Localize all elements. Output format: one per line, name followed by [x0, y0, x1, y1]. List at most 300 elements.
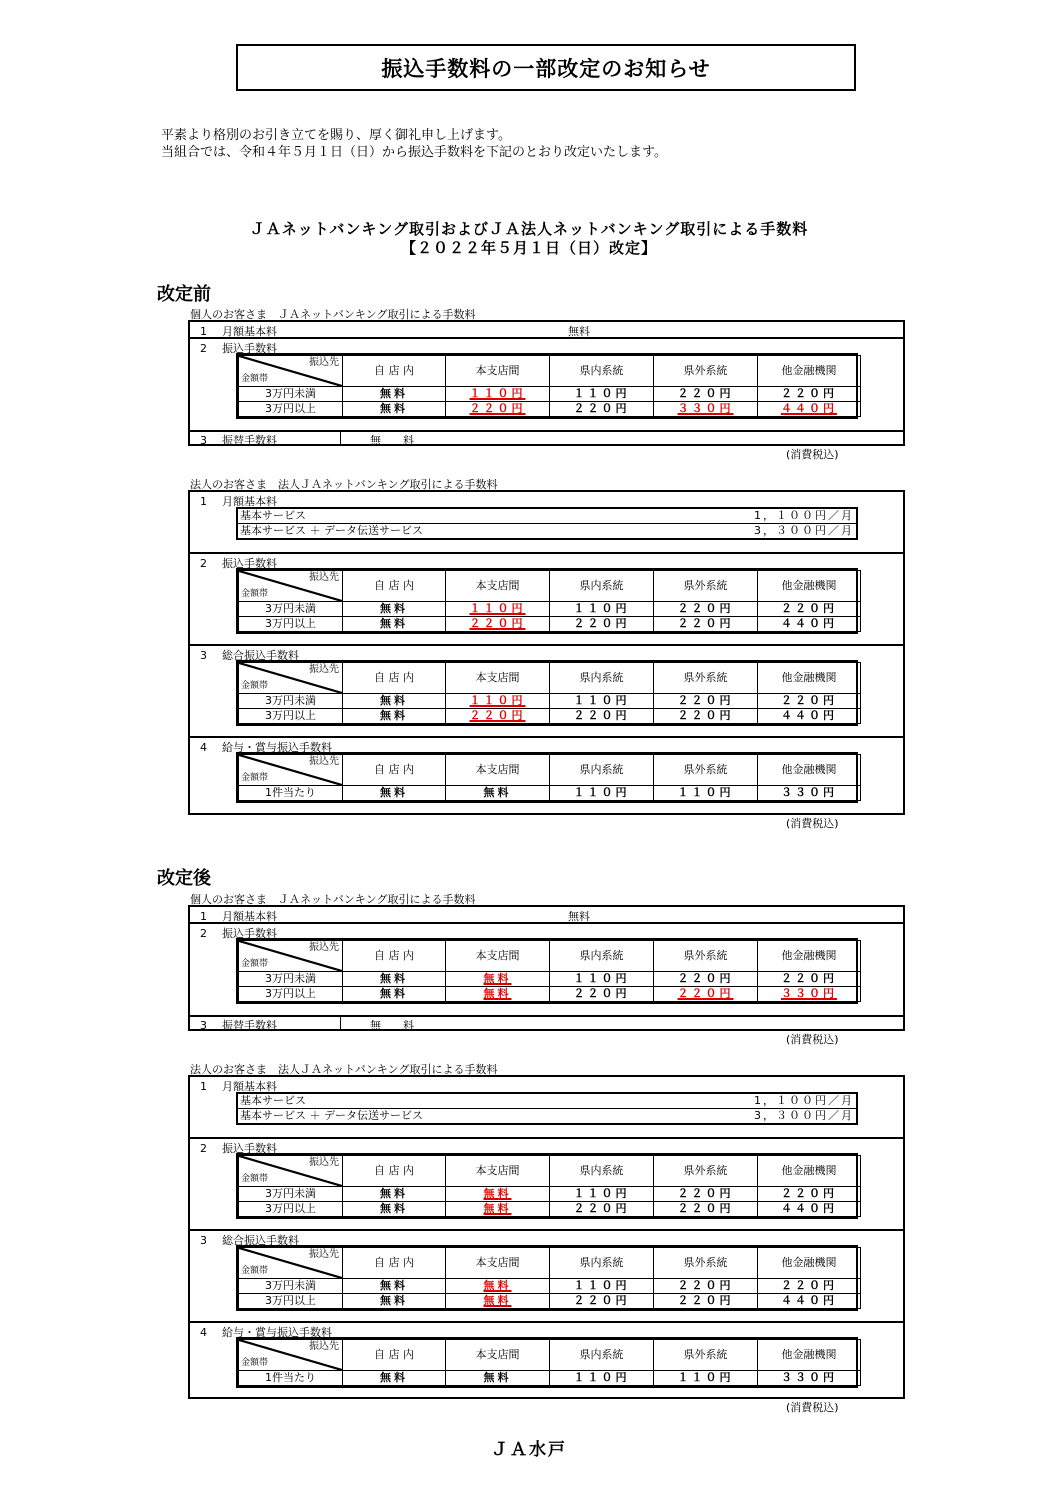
diagonal-header-cell	[239, 755, 343, 786]
fee-value: ２２０円	[573, 709, 630, 722]
column-header: 他金融機関	[758, 356, 861, 387]
fee-cell	[550, 786, 654, 801]
fee-cell	[446, 617, 550, 632]
fee-table-row	[239, 1294, 861, 1309]
corporate-fee-block-after	[188, 1075, 905, 1399]
fee-value: 無料	[380, 1279, 408, 1292]
fee-value: ４４０円	[781, 617, 837, 630]
intro-line-2: 当組合では、令和４年５月１日（日）から振込手数料を下記のとおり改定いたします。	[161, 145, 667, 160]
row-number: 3	[200, 649, 207, 662]
fee-value: ２２０円	[573, 1202, 630, 1215]
column-header: 県内系統	[550, 755, 654, 786]
fee-cell	[343, 972, 446, 987]
fee-table-row	[239, 1202, 861, 1217]
fee-value: ２２０円	[677, 972, 734, 985]
column-header: 本支店間	[446, 1156, 550, 1187]
amount-band: 3万円以上	[239, 1294, 343, 1309]
column-header: 県内系統	[550, 356, 654, 387]
fee-value: １１０円	[573, 387, 630, 400]
fee-value: １１０円	[573, 602, 630, 615]
fee-cell	[758, 972, 861, 987]
column-header: 県内系統	[550, 571, 654, 602]
personal-caption-before: 個人のお客さま ＪＡネットバンキング取引による手数料	[190, 308, 476, 321]
fee-table-header-row	[239, 1156, 861, 1187]
fee-cell	[343, 709, 446, 724]
column-header: 自 店 内	[343, 1248, 446, 1279]
amount-band: 3万円未満	[239, 387, 343, 402]
column-header: 本支店間	[446, 663, 550, 694]
column-header: 自 店 内	[343, 1156, 446, 1187]
fee-cell	[343, 987, 446, 1002]
row-label: 振込手数料	[222, 557, 277, 570]
diagonal-header-cell	[239, 663, 343, 694]
destination-label: 振込先	[309, 1249, 339, 1260]
row-number: 1	[200, 495, 207, 508]
column-header: 他金融機関	[758, 941, 861, 972]
fee-cell	[654, 1279, 758, 1294]
fee-value: １１０円	[573, 1187, 630, 1200]
row-label: 総合振込手数料	[222, 649, 299, 662]
personal-fee-block-after	[188, 905, 905, 1031]
fee-value: １１０円	[573, 694, 630, 707]
fee-cell	[343, 1187, 446, 1202]
fee-table-header-row	[239, 663, 861, 694]
column-header: 県外系統	[654, 941, 758, 972]
fee-value: ３３０円	[781, 1371, 837, 1384]
fee-value: １１０円	[677, 786, 734, 799]
fee-table-header-row	[239, 755, 861, 786]
fee-value: ２２０円	[677, 1294, 734, 1307]
fee-value: 無料	[483, 1371, 512, 1384]
destination-label: 振込先	[309, 942, 339, 953]
row-label: 月額基本料	[222, 325, 277, 338]
fee-cell	[446, 694, 550, 709]
fee-value: 無料	[380, 617, 408, 630]
service-name: 基本サービス	[240, 1094, 306, 1107]
fee-cell	[446, 1279, 550, 1294]
fee-value: ２２０円	[573, 402, 630, 415]
service-price: 1，１００円／月	[754, 1094, 854, 1107]
changed-fee-value: １１０円	[469, 387, 526, 400]
fee-value: ２２０円	[677, 1279, 734, 1292]
row-number: 2	[200, 927, 207, 940]
fee-value: ２２０円	[573, 617, 630, 630]
fee-value: ２２０円	[781, 602, 837, 615]
fee-value: ２２０円	[781, 387, 837, 400]
bulk-transfer-fee-table	[236, 1245, 858, 1311]
tax-included-note: (消費税込)	[786, 448, 839, 461]
fee-value: 無料	[380, 786, 408, 799]
intro-line-1: 平素より格別のお引き立てを賜り、厚く御礼申し上げます。	[161, 128, 511, 143]
fee-cell	[446, 786, 550, 801]
amount-band: 3万円未満	[239, 694, 343, 709]
fee-cell	[654, 709, 758, 724]
fee-cell	[550, 387, 654, 402]
row-number: 1	[200, 1080, 207, 1093]
transfer-fee-table	[236, 938, 858, 1004]
fee-cell	[343, 1279, 446, 1294]
corporate-caption-after: 法人のお客さま 法人ＪＡネットバンキング取引による手数料	[190, 1063, 498, 1076]
row-label: 給与・賞与振込手数料	[222, 1326, 332, 1339]
column-header: 県外系統	[654, 1340, 758, 1371]
column-header: 本支店間	[446, 571, 550, 602]
fee-cell	[343, 387, 446, 402]
fee-cell	[446, 602, 550, 617]
destination-label: 振込先	[309, 664, 339, 675]
personal-caption-after: 個人のお客さま ＪＡネットバンキング取引による手数料	[190, 893, 476, 906]
changed-fee-value: ２２０円	[469, 402, 526, 415]
changed-fee-value: １１０円	[469, 602, 526, 615]
fee-value: ２２０円	[677, 387, 734, 400]
fee-cell	[654, 786, 758, 801]
fee-cell	[654, 1294, 758, 1309]
fee-cell	[550, 1279, 654, 1294]
fee-value: ２２０円	[781, 694, 837, 707]
column-header: 他金融機関	[758, 1248, 861, 1279]
changed-fee-value: １１０円	[469, 694, 526, 707]
fee-table-row	[239, 1279, 861, 1294]
column-header: 他金融機関	[758, 571, 861, 602]
fee-cell	[654, 387, 758, 402]
changed-fee-value: ３３０円	[781, 987, 837, 1000]
fee-table-row	[239, 1371, 861, 1386]
destination-label: 振込先	[309, 572, 339, 583]
fee-value: 無料	[380, 987, 408, 1000]
fee-value: ２２０円	[573, 1294, 630, 1307]
fee-table-row	[239, 602, 861, 617]
fee-cell	[343, 617, 446, 632]
transfer-fee-table	[236, 353, 858, 419]
corporate-caption-before: 法人のお客さま 法人ＪＡネットバンキング取引による手数料	[190, 478, 498, 491]
row-label: 振込手数料	[222, 1142, 277, 1155]
fee-cell	[758, 786, 861, 801]
payroll-transfer-fee-table	[236, 752, 858, 803]
fee-table-header-row	[239, 941, 861, 972]
fee-cell	[758, 987, 861, 1002]
fee-value: 無料	[380, 1294, 408, 1307]
fee-table-row	[239, 709, 861, 724]
fee-cell	[343, 1202, 446, 1217]
column-header: 県内系統	[550, 941, 654, 972]
amount-band: 1件当たり	[239, 1371, 343, 1386]
fee-value: ２２０円	[677, 602, 734, 615]
column-header: 他金融機関	[758, 1156, 861, 1187]
changed-fee-value: ２２０円	[469, 709, 526, 722]
fee-cell	[654, 987, 758, 1002]
fee-table-row	[239, 402, 861, 417]
fee-subtitle: ＪＡネットバンキング取引およびＪＡ法人ネットバンキング取引による手数料	[249, 220, 809, 238]
fee-value: ２２０円	[677, 694, 734, 707]
fee-cell	[550, 617, 654, 632]
row-number: 1	[200, 325, 207, 338]
page-title: 振込手数料の一部改定のお知らせ	[236, 44, 856, 91]
fee-value: １１０円	[573, 1279, 630, 1292]
column-header: 県外系統	[654, 571, 758, 602]
fee-cell	[343, 1294, 446, 1309]
amount-band-label: 金額帯	[241, 681, 269, 691]
row-number: 3	[200, 1019, 207, 1032]
service-name: 基本サービス ＋ データ伝送サービス	[240, 524, 423, 537]
column-header: 自 店 内	[343, 1340, 446, 1371]
fee-value: ４４０円	[781, 1202, 837, 1215]
fee-cell	[550, 694, 654, 709]
row-number: 1	[200, 910, 207, 923]
changed-fee-value: 無料	[483, 972, 512, 985]
personal-fee-block-before	[188, 320, 905, 446]
fee-cell	[654, 617, 758, 632]
bulk-transfer-fee-table	[236, 660, 858, 726]
amount-band: 3万円以上	[239, 402, 343, 417]
column-header: 他金融機関	[758, 1340, 861, 1371]
fee-cell	[758, 617, 861, 632]
row-label: 振替手数料	[222, 434, 277, 447]
revision-date: 【２０２２年５月１日（日）改定】	[400, 239, 657, 257]
fee-value: 無料	[380, 602, 408, 615]
column-header: 本支店間	[446, 1340, 550, 1371]
fee-value: ４４０円	[781, 709, 837, 722]
fee-value: １１０円	[573, 972, 630, 985]
fee-cell	[758, 402, 861, 417]
monthly-service-table	[236, 507, 858, 540]
changed-fee-value: 無料	[483, 987, 512, 1000]
amount-band: 3万円以上	[239, 709, 343, 724]
diagonal-header-cell	[239, 941, 343, 972]
service-price: 3，３００円／月	[754, 1109, 854, 1122]
amount-band: 3万円以上	[239, 617, 343, 632]
row-number: 3	[200, 434, 207, 447]
destination-label: 振込先	[309, 756, 339, 767]
destination-label: 振込先	[309, 1157, 339, 1168]
tax-included-note: (消費税込)	[786, 1401, 839, 1414]
fee-cell	[446, 1202, 550, 1217]
transfer-fee-table	[236, 568, 858, 634]
account-transfer-fee-row	[200, 432, 277, 448]
service-name: 基本サービス ＋ データ伝送サービス	[240, 1109, 423, 1122]
fee-value: 無料	[380, 1187, 408, 1200]
fee-cell	[550, 987, 654, 1002]
fee-cell	[654, 402, 758, 417]
row-label: 月額基本料	[222, 495, 277, 508]
fee-value: １１０円	[677, 1371, 734, 1384]
column-header: 自 店 内	[343, 663, 446, 694]
amount-band-label: 金額帯	[241, 773, 269, 783]
fee-cell	[758, 602, 861, 617]
destination-label: 振込先	[309, 357, 339, 368]
row-label: 振替手数料	[222, 1019, 277, 1032]
fee-value: ２２０円	[677, 1187, 734, 1200]
fee-cell	[654, 694, 758, 709]
payroll-transfer-fee-table	[236, 1337, 858, 1388]
fee-cell	[550, 402, 654, 417]
fee-table-header-row	[239, 1340, 861, 1371]
row-label: 振込手数料	[222, 342, 277, 355]
fee-cell	[550, 1294, 654, 1309]
fee-table-header-row	[239, 356, 861, 387]
fee-table-row	[239, 387, 861, 402]
diagonal-header-cell	[239, 571, 343, 602]
fee-cell	[446, 1371, 550, 1386]
fee-cell	[550, 972, 654, 987]
fee-value: ４４０円	[781, 1294, 837, 1307]
column-header: 県外系統	[654, 1156, 758, 1187]
transfer-fee-table	[236, 1153, 858, 1219]
column-header: 県内系統	[550, 1156, 654, 1187]
fee-table-row	[239, 786, 861, 801]
fee-value: 無料	[380, 709, 408, 722]
fee-cell	[758, 1187, 861, 1202]
amount-band: 1件当たり	[239, 786, 343, 801]
row-number: 3	[200, 1234, 207, 1247]
organization-name: ＪＡ水戸	[491, 1440, 567, 1460]
changed-fee-value: ４４０円	[781, 402, 837, 415]
fee-cell	[343, 602, 446, 617]
fee-cell	[446, 402, 550, 417]
service-row	[238, 509, 856, 524]
fee-cell	[343, 1371, 446, 1386]
section-heading-after: 改定後	[157, 868, 211, 889]
row-label: 総合振込手数料	[222, 1234, 299, 1247]
amount-band: 3万円未満	[239, 1279, 343, 1294]
fee-value: ２２０円	[677, 1202, 734, 1215]
fee-cell	[758, 1202, 861, 1217]
fee-value: ２２０円	[573, 987, 630, 1000]
row-label: 月額基本料	[222, 910, 277, 923]
changed-fee-value: 無料	[483, 1187, 512, 1200]
fee-cell	[654, 602, 758, 617]
account-transfer-fee-value: 無 料	[370, 1019, 414, 1032]
fee-cell	[446, 387, 550, 402]
fee-cell	[654, 1202, 758, 1217]
fee-value: ２２０円	[677, 617, 734, 630]
tax-included-note: (消費税込)	[786, 1033, 839, 1046]
amount-band-label: 金額帯	[241, 1174, 269, 1184]
column-header: 自 店 内	[343, 941, 446, 972]
fee-cell	[758, 1294, 861, 1309]
amount-band-label: 金額帯	[241, 589, 269, 599]
fee-cell	[550, 602, 654, 617]
row-number: 2	[200, 557, 207, 570]
fee-value: ２２０円	[781, 1279, 837, 1292]
fee-cell	[446, 709, 550, 724]
row-number: 4	[200, 741, 207, 754]
service-price: 1，１００円／月	[754, 509, 854, 522]
column-header: 県外系統	[654, 663, 758, 694]
fee-value: １１０円	[573, 1371, 630, 1384]
row-label: 給与・賞与振込手数料	[222, 741, 332, 754]
fee-cell	[446, 972, 550, 987]
row-number: 2	[200, 1142, 207, 1155]
fee-table-row	[239, 987, 861, 1002]
fee-value: ３３０円	[781, 786, 837, 799]
fee-value: ２２０円	[781, 972, 837, 985]
column-header: 本支店間	[446, 1248, 550, 1279]
amount-band: 3万円以上	[239, 1202, 343, 1217]
column-header: 本支店間	[446, 941, 550, 972]
fee-cell	[758, 387, 861, 402]
row-label: 振込手数料	[222, 927, 277, 940]
amount-band: 3万円未満	[239, 1187, 343, 1202]
fee-cell	[343, 786, 446, 801]
service-price: 3，３００円／月	[754, 524, 854, 537]
fee-value: ２２０円	[781, 1187, 837, 1200]
fee-value: 無料	[380, 972, 408, 985]
column-header: 県内系統	[550, 663, 654, 694]
fee-cell	[446, 1187, 550, 1202]
fee-value: 無料	[380, 1371, 408, 1384]
monthly-fee-value: 無料	[568, 325, 590, 338]
column-header: 自 店 内	[343, 571, 446, 602]
amount-band-label: 金額帯	[241, 1266, 269, 1276]
amount-band-label: 金額帯	[241, 959, 269, 969]
fee-cell	[550, 1202, 654, 1217]
service-row	[238, 1094, 856, 1109]
section-heading-before: 改定前	[157, 284, 211, 305]
changed-fee-value: 無料	[483, 1202, 512, 1215]
diagonal-header-cell	[239, 1248, 343, 1279]
column-header: 県外系統	[654, 1248, 758, 1279]
column-header: 他金融機関	[758, 663, 861, 694]
diagonal-header-cell	[239, 1340, 343, 1371]
fee-cell	[654, 1371, 758, 1386]
amount-band-label: 金額帯	[241, 1358, 269, 1368]
destination-label: 振込先	[309, 1341, 339, 1352]
amount-band: 3万円未満	[239, 972, 343, 987]
account-transfer-fee-row	[200, 1017, 277, 1033]
fee-table-row	[239, 617, 861, 632]
fee-cell	[654, 1187, 758, 1202]
column-header: 自 店 内	[343, 356, 446, 387]
column-header: 県内系統	[550, 1248, 654, 1279]
account-transfer-fee-value: 無 料	[370, 434, 414, 447]
fee-table-row	[239, 694, 861, 709]
fee-table-header-row	[239, 571, 861, 602]
fee-table-header-row	[239, 1248, 861, 1279]
fee-value: ２２０円	[677, 709, 734, 722]
fee-table-row	[239, 1187, 861, 1202]
column-header: 本支店間	[446, 356, 550, 387]
column-header: 自 店 内	[343, 755, 446, 786]
monthly-service-table	[236, 1092, 858, 1125]
monthly-fee-value: 無料	[568, 910, 590, 923]
diagonal-header-cell	[239, 1156, 343, 1187]
amount-band-label: 金額帯	[241, 374, 269, 384]
fee-table-row	[239, 972, 861, 987]
fee-cell	[446, 987, 550, 1002]
tax-included-note: (消費税込)	[786, 817, 839, 830]
column-header: 県外系統	[654, 755, 758, 786]
row-label: 月額基本料	[222, 1080, 277, 1093]
corporate-fee-block-before	[188, 490, 905, 815]
fee-value: 無料	[380, 1202, 408, 1215]
fee-value: 無料	[380, 387, 408, 400]
column-header: 県内系統	[550, 1340, 654, 1371]
changed-fee-value: ２２０円	[677, 987, 734, 1000]
service-row	[238, 1109, 856, 1123]
column-header: 他金融機関	[758, 755, 861, 786]
service-name: 基本サービス	[240, 509, 306, 522]
fee-cell	[758, 1371, 861, 1386]
service-row	[238, 524, 856, 538]
fee-value: １１０円	[573, 786, 630, 799]
column-header: 本支店間	[446, 755, 550, 786]
fee-value: 無料	[380, 694, 408, 707]
column-header: 県外系統	[654, 356, 758, 387]
fee-cell	[654, 972, 758, 987]
changed-fee-value: 無料	[483, 1294, 512, 1307]
changed-fee-value: 無料	[483, 1279, 512, 1292]
fee-cell	[758, 694, 861, 709]
fee-cell	[550, 1371, 654, 1386]
